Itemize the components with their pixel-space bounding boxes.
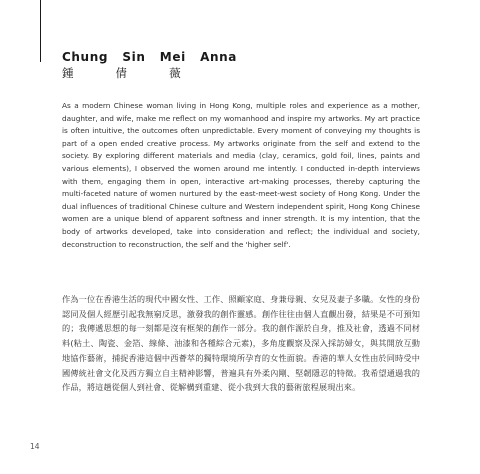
artist-statement-chinese: 作為一位在香港生活的現代中國女性、工作、照顧家庭、身兼母親、女兒及妻子多職。女性的身份認同及個人經歷引起我無窮反思，激發我的創作靈感。創作往往由個人直觀出發，結果是不可預知的；我傳遞思想的每一刻都是沒有框架的創作一部分。我的創作源於自身，推及社會，透過不同材料(粘土、陶瓷、金箔、線條、油漆和各種綜合元素)，多角度觀察及深入採訪婦女，與其開放互動地協作藝術，捕捉香港這個中西薈萃的獨特環境所孕育的女性面貌。香港的華人女性由於同時受中國傳統社會文化及西方獨立自主精神影響，普遍具有外柔內剛、堅韌隱忍的特徵。我希望通過我的作品，將這趟從個人到社會、從解構到重建、從小我到大我的藝術旅程展現出來。 xyxy=(62,294,420,393)
page-number: 14 xyxy=(30,442,40,451)
artist-name-chinese: 鍾 倩 薇 xyxy=(62,66,182,80)
artist-name-english: Chung Sin Mei Anna xyxy=(62,50,237,64)
vertical-rule xyxy=(40,0,41,62)
artist-statement-english: As a modern Chinese woman living in Hong Kong, multiple roles and experience as a mother, daughter, and wife, make me reflect on my womanhood and inspire my artworks. My art practice is often intuitive, the outcomes often unpredictable. Every moment of conveying my thoughts is part of a open ended creative process. My artworks originate from the self and extend to the society. By exploring different materials and media (clay, ceramics, gold foil, lines, paints and various elements), I observed the women around me intently. I conducted in-depth interviews with them, engaging them in open, interactive art-making processes, thereby capturing the multi-faceted nature of women nurtured by the east-meet-west society of Hong Kong. Under the dual influences of traditional Chinese culture and Western independent spirit, Hong Kong Chinese women are a unique blend of apparent softness and inner strength. It is my intention, that the body of artworks developed, take into consideration and reflect; the individual and society, deconstruction to reconstruction, the self and the 'higher self'. xyxy=(62,101,420,249)
